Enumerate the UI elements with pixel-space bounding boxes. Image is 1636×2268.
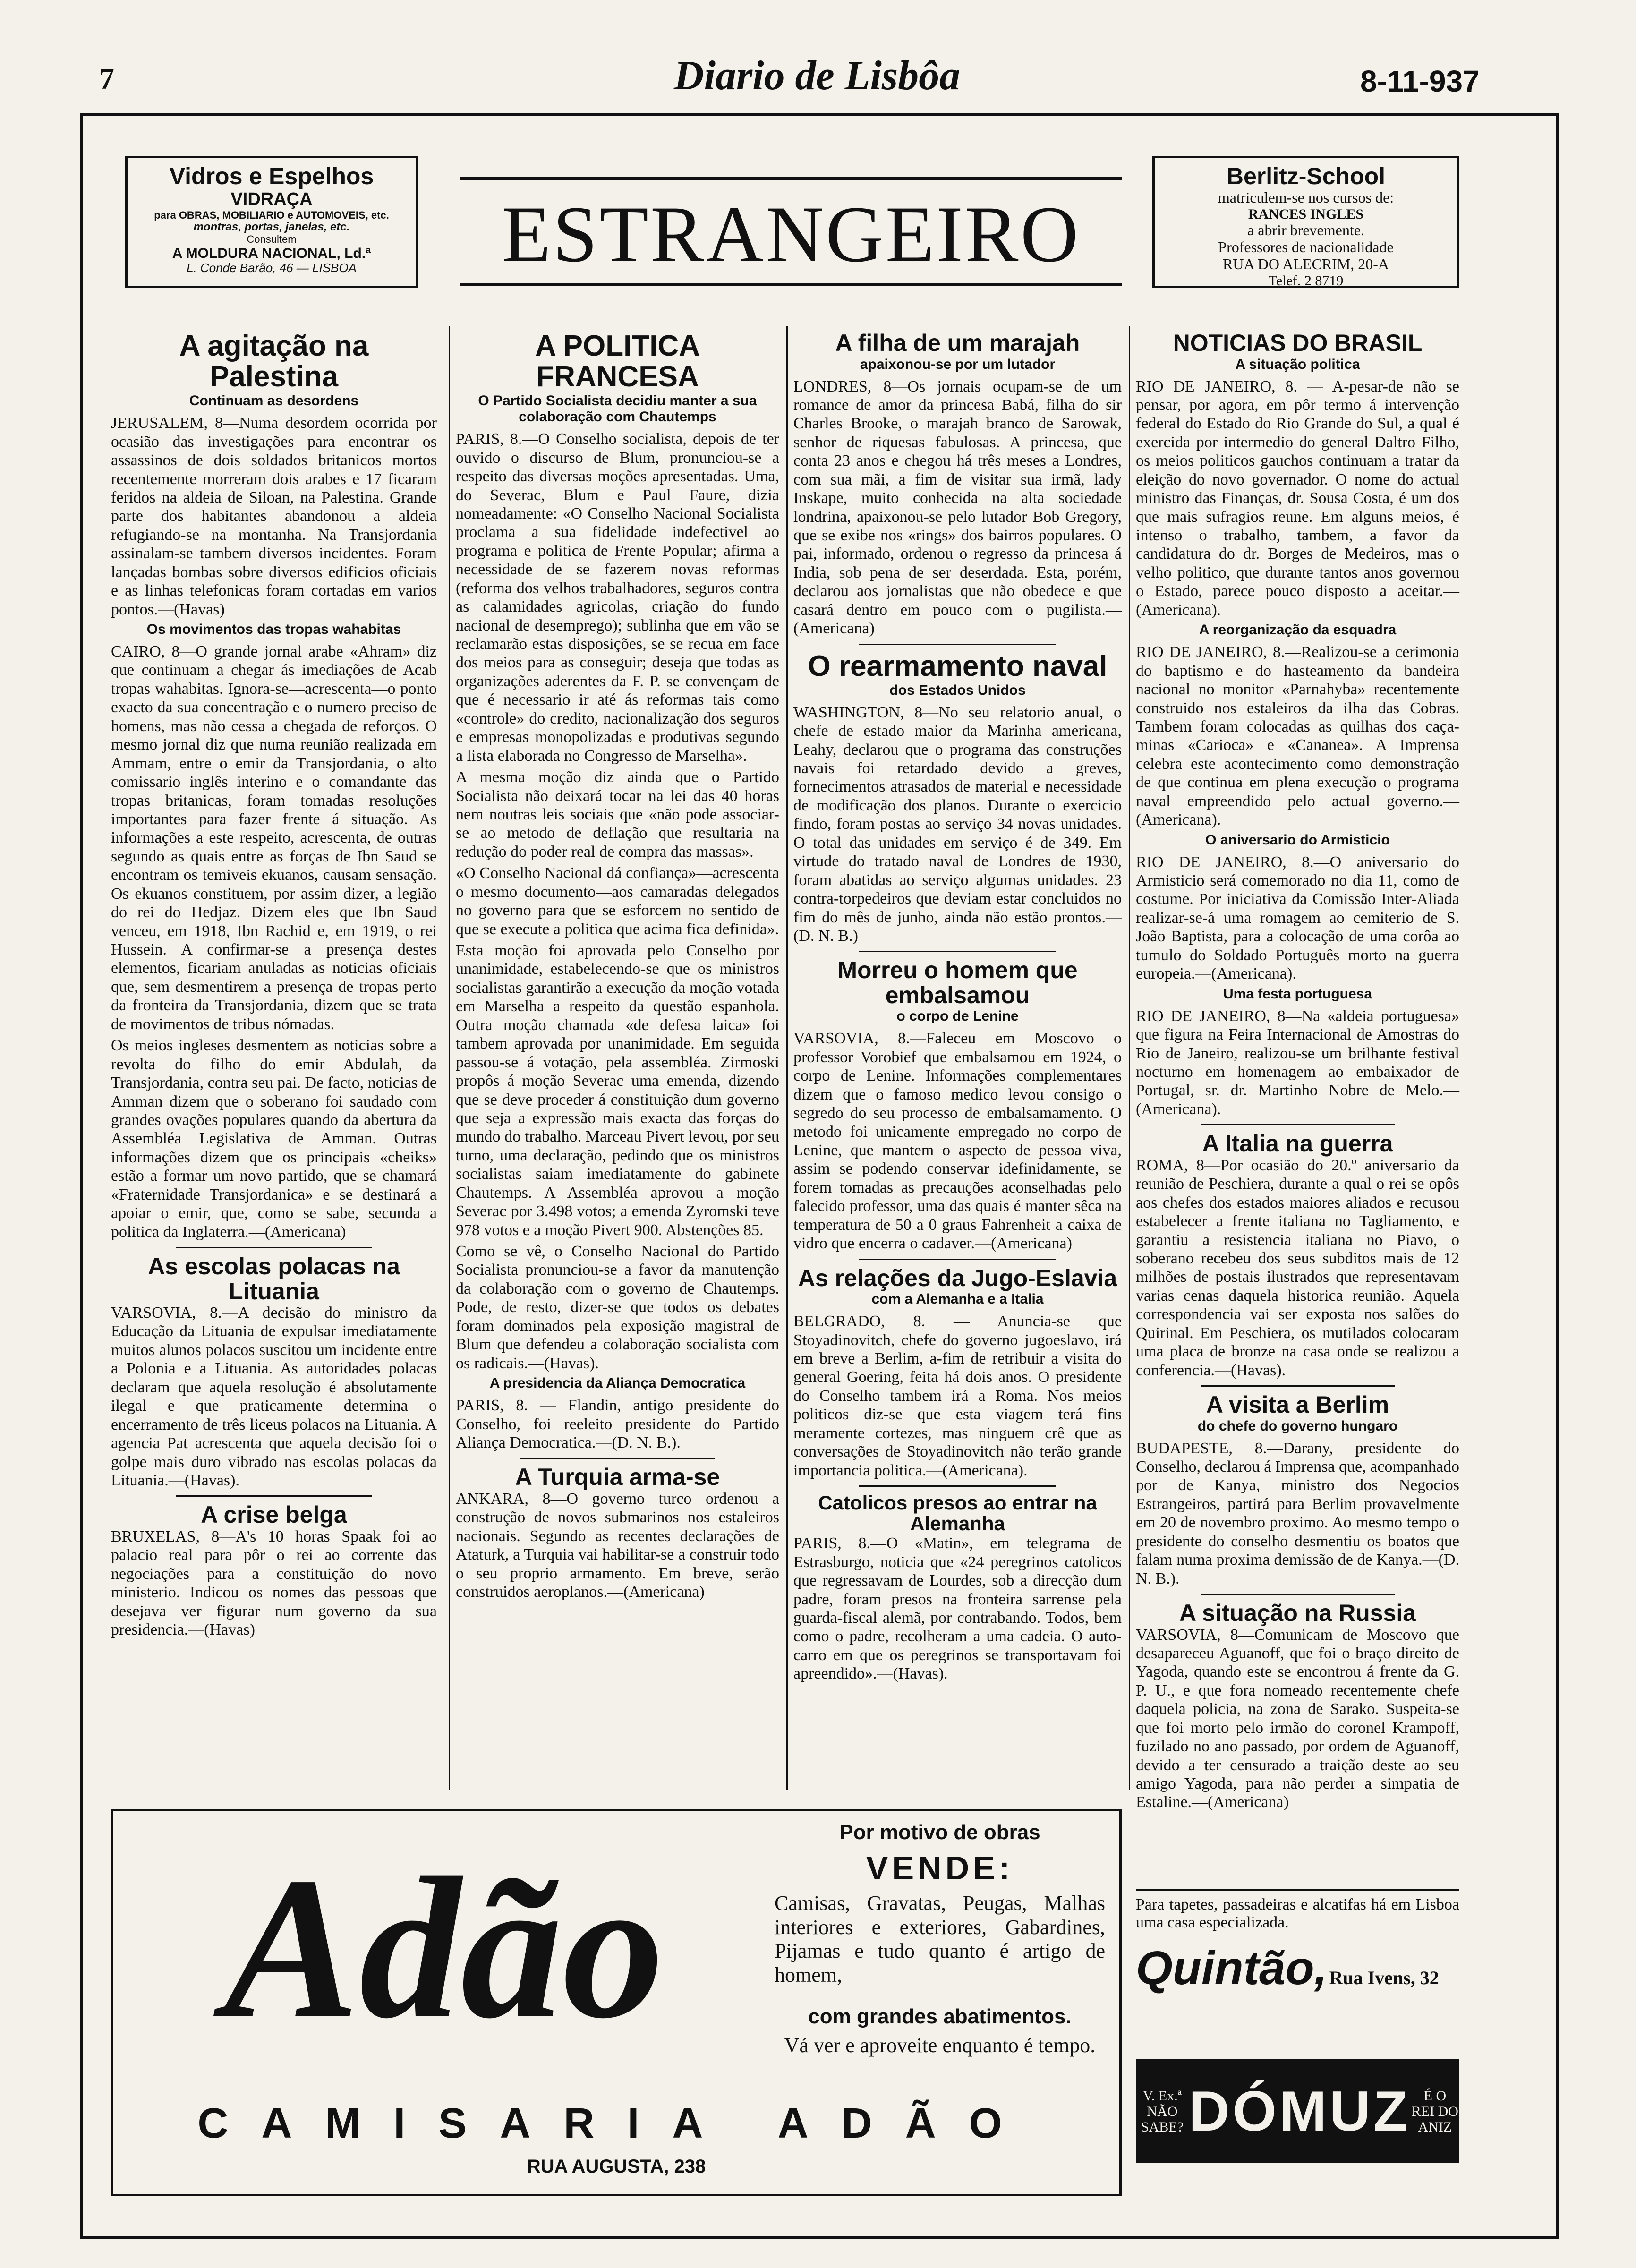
column-rule xyxy=(786,326,788,1790)
separator xyxy=(1201,1594,1395,1595)
ad-domuz-right: É O REI DO ANIZ xyxy=(1411,2088,1458,2135)
column-4 xyxy=(1136,330,1459,1811)
subheadline: dos Estados Unidos xyxy=(889,682,1026,698)
article-text: RIO DE JANEIRO, 8—Na «aldeia portuguesa» que figura na Feira Internacional de Amostras do Rio de Janeiro, realizou-se um brilhante festival nocturno em homenagem ao embaixador de Portugal, sr. dr. Martinho Nobre de Melo.—(Americana). xyxy=(1136,1007,1459,1118)
ad-berlitz-line: matriculem-se nos cursos de: xyxy=(1218,189,1394,206)
article-text: RIO DE JANEIRO, 8.—O aniversario do Armisticio será comemorado no dia 11, como de costume. Por iniciativa da Comissão Inter-Aliada realizar-se-á uma romagem ao cemiterio de S. João Baptista, para a colocação de uma corôa ao tumulo do Soldado Português morto na guerra europeia.—(Americana). xyxy=(1136,853,1459,983)
headline: A visita a Berlim xyxy=(1206,1391,1389,1418)
article-text: ANKARA, 8—O governo turco ordenou a construção de novos submarinos nos estaleiros nacionais. Segundo as recentes declarações de Ataturk, a Turquia vai habilitar-se a construir todo o seu proprio armamento. Em breve, serão construidos aeroplanos.—(Americana) xyxy=(456,1490,779,1601)
article-text: Os meios ingleses desmentem as noticias sobre a revolta do filho do emir Abdulah, da Transjordania, contra seu pai. De facto, noticias de Amman dizem que o soberano foi saudado com grandes ovações populares quando da abertura da Assembléa Legislativa de Amman. Outras informações dizem que os principais «cheiks» estão a formar um novo partido, que se chamará «Fraternidade Transjordanica» e se destinará a apoiar o emir, que, como se sabe, secunda a politica da Inglaterra.—(Americana) xyxy=(111,1037,437,1241)
ad-domuz xyxy=(1136,2059,1459,2163)
newspaper-title: Diario de Lisbôa xyxy=(673,53,961,99)
separator xyxy=(1201,1385,1395,1387)
subheadline: Uma festa portuguesa xyxy=(1223,986,1372,1002)
headline: A POLITICA FRANCESA xyxy=(535,330,700,393)
subheadline: O aniversario do Armisticio xyxy=(1205,832,1390,848)
headline: Catolicos presos ao entrar na Alemanha xyxy=(818,1492,1097,1535)
issue-date: 8-11-937 xyxy=(1360,64,1480,98)
ad-adao-line: Por motivo de obras xyxy=(839,1821,1040,1844)
ad-vidros-line: montras, portas, janelas, etc. xyxy=(193,221,350,234)
subheadline: O Partido Socialista decidiu manter a sua colaboração com Chautemps xyxy=(478,393,757,425)
separator xyxy=(520,1458,715,1459)
headline: A Italia na guerra xyxy=(1202,1130,1393,1157)
ad-vidros-title: Vidros e Espelhos xyxy=(169,163,374,189)
article-text: Como se vê, o Conselho Nacional do Partido Socialista pronunciou-se a favor da manutenção da colaboração com o governo de Chautemps. Pode, de resto, dizer-se que todos os debates foram dominados pela exposição magistral de Blum que defendeu a colaboração socialista com os radicais.—(Havas). xyxy=(456,1243,779,1372)
section-title: ESTRANGEIRO xyxy=(460,177,1122,286)
column-1 xyxy=(111,331,437,1790)
ad-vidros-address: L. Conde Barão, 46 — LISBOA xyxy=(187,261,357,275)
subheadline: A presidencia da Aliança Democratica xyxy=(489,1375,746,1391)
separator xyxy=(1201,1124,1395,1125)
ad-berlitz-line: RUA DO ALECRIM, 20-A xyxy=(1222,256,1389,273)
ad-adao xyxy=(111,1809,1122,2196)
ad-quintao-address: Rua Ivens, 32 xyxy=(1329,1967,1439,1988)
article-text: PARIS, 8. — Flandin, antigo presidente do Conselho, foi reeleito presidente do Partido Aliança Democratica.—(D. N. B.). xyxy=(456,1397,779,1451)
headline: As relações da Jugo-Eslavia xyxy=(798,1264,1117,1291)
ad-adao-line: VENDE: xyxy=(866,1850,1014,1886)
ad-vidros xyxy=(125,156,418,288)
ad-berlitz xyxy=(1152,156,1459,288)
subheadline: do chefe do governo hungaro xyxy=(1197,1418,1398,1434)
article-text: «O Conselho Nacional dá confiança»—acrescenta o mesmo documento—aos camaradas delegados no governo para que se esforcem no sentido de que se execute a politica que acima fica definida». xyxy=(456,864,779,938)
article-text: JERUSALEM, 8—Numa desordem ocorrida por ocasião das investigações para encontrar os assassinos de dois soldados britanicos mortos recentemente morreram dois arabes e 17 ficaram feridos na aldeia de Siloan, na Palestina. Grande parte dos habitantes abandonou a aldeia refugiando-se na montanha. Na Transjordania assinalam-se tambem diversos incidentes. Foram lançadas bombas sobre diversos edificios oficiais e as linhas telefonicas foram cortadas em varios pontos.—(Havas) xyxy=(111,414,437,618)
headline: A filha de um marajah xyxy=(835,330,1080,356)
ad-quintao xyxy=(1136,1889,1459,2050)
page-number: 7 xyxy=(99,62,114,95)
headline: Morreu o homem que embalsamou xyxy=(837,957,1078,1008)
article-text: VARSOVIA, 8—Comunicam de Moscovo que desapareceu Aguanoff, que foi o braço direito de Yagoda, quando este se encontrou á frente da G. P. U., e que fora nomeado recentemente chefe daquela policia, na zona de Sarako. Suspeita-se que foi morto pelo irmão do coronel Krampoff, fuzilado no ano passado, por ordem de Aguanoff, devido a ter censurado a traição deste ao seu amigo Yagoda, para não perder a simpatia de Estaline.—(Americana) xyxy=(1136,1626,1459,1811)
article-text: CAIRO, 8—O grande jornal arabe «Ahram» diz que continuam a chegar ás imediações de Acab tropas wahabitas. Ignora-se—acrescenta—o ponto exacto da sua concentração e o numero preciso de homens, mas não cessa a chegada de reforços. O mesmo jornal diz que numa reunião realizada em Ammam, entre o emir da Transjordania, o alto comissario inglês interino e o comandante das tropas britanicas, foram tomadas resoluções importantes para fazer frente á situação. As informações a este respeito, acrescenta, de outras segundo as quais entre as forças de Ibn Saud se encontram os temiveis ekuanos, causam sensação. Os ekuanos constituem, por assim dizer, a legião do rei do Hedjaz. Dizem eles que Ibn Saud venceu, em 1918, Ibn Rachid e, em 1919, o rei Hussein. A confirmar-se a presença destes elementos, ficariam anuladas as noticias oficiais que, sem desmentirem a presença de tropas perto da fronteira da Transjordania, dizem que se trata de movimentos de tribus nómadas. xyxy=(111,643,437,1033)
ad-berlitz-line: RANCES INGLES xyxy=(1248,206,1364,222)
separator xyxy=(859,1485,1056,1487)
ad-vidros-line: VIDRAÇA xyxy=(230,189,313,209)
ad-vidros-line: para OBRAS, MOBILIARIO e AUTOMOVEIS, etc. xyxy=(154,209,389,221)
column-rule xyxy=(1129,326,1130,1790)
ad-adao-line: com grandes abatimentos. xyxy=(808,2005,1072,2028)
article-text: LONDRES, 8—Os jornais ocupam-se de um romance de amor da princesa Babá, filha do sir Charles Brooke, o marajah branco de Sarowak, senhor de riquesas fabulosas. A princesa, que conta 23 anos e chegou há três meses a Londres, com sua mãi, a fim de visitar sua irmã, lady Inskape, muito conhecida na alta sociedade londrina, apaixonou-se pelo lutador Bob Gregory, que se exibe nos «rings» dos bairros populares. O pai, informado, ordenou o regresso da princesa á India, sob pena de ser deserdada. Esta, porém, declarou aos jornalistas que não obedece e que casará dentro em pouco com o pugilista.—(Americana) xyxy=(793,377,1122,638)
article-text: PARIS, 8.—O «Matin», em telegrama de Estrasburgo, noticia que «24 peregrinos catolicos que regressavam de Lourdes, sob a direcção dum padre, foram presos na fronteira sarrense pela guarda-fiscal alemã, por contrabando. Todos, bem como o padre, recolheram a uma cadeia. O auto-carro em que os peregrinos se transportavam foi apreendido».—(Havas). xyxy=(793,1535,1122,1683)
headline: A agitação na Palestina xyxy=(179,330,369,393)
headline: As escolas polacas na Lituania xyxy=(148,1253,400,1305)
separator xyxy=(859,1259,1056,1260)
headline: A crise belga xyxy=(201,1501,347,1528)
separator xyxy=(859,951,1056,952)
article-text: PARIS, 8.—O Conselho socialista, depois de ter ouvido o discurso de Blum, pronunciou-se a respeito das diversas moções apresentadas. Uma, do Severac, Blum e Paul Faure, dizia nomeadamente: «O Conselho Nacional Socialista proclama a sua fidelidade indefectivel ao programa e politica de Frente Popular; afirma a necessidade de se fazerem novas reformas (reforma dos velhos trabalhadores, seguros contra as calamidades agricolas, criação do fundo nacional de desemprego); sublinha que em vão se reclamarão estas disposições, se se recua em face dos meios para as conseguir; deseja que todas as organizações aderentes da F. P. se convençam de que é necessario ir até ás reformas tais como «controle» do credito, nacionalização dos seguros e empresas monopolizadas e produtivas segundo a lista elaborada no Congresso de Marselha». xyxy=(456,430,779,765)
subheadline: Os movimentos das tropas wahabitas xyxy=(146,622,401,637)
ad-adao-address: RUA AUGUSTA, 238 xyxy=(527,2156,706,2177)
ad-adao-line: Vá ver e aproveite enquanto é tempo. xyxy=(784,2034,1096,2057)
column-rule xyxy=(449,326,450,1790)
ad-quintao-name: Quintão, xyxy=(1136,1942,1328,1995)
separator xyxy=(859,644,1056,645)
article-text: VARSOVIA, 8.—Faleceu em Moscovo o professor Vorobief que embalsamou em 1924, o corpo de Lenine. Informações complementares dizem que o famoso medico levou consigo o segredo do seu processo de embalsamamento. O metodo foi unicamente empregado no corpo de Lenine, que mantem o aspecto de pessoa viva, assim se podendo conservar idefinidamente, se forem tomadas as precauções aconselhadas pelo falecido professor, uma das quais é manter sêca na temperatura de 50 a 0 graus Fahrenheit a caixa de vidro que encerra o cadaver.—(Americana) xyxy=(793,1030,1122,1253)
ad-domuz-left: V. Ex.ª NÃO SABE? xyxy=(1141,2088,1184,2135)
article-text: ROMA, 8—Por ocasião do 20.º aniversario da reunião de Peschiera, durante a qual o rei se opôs aos chefes dos estados maiores aliados e recusou estabelecer a frente italiana no Tagliamento, e garantiu a resistencia italiana no Piavo, o soberano recebeu dos seus subditos mais de 12 milhões de postais ilustrados que representavam varias cenas daquela historica reunião. Aquela correspondencia vai ser exposta nos salões do Quirinal. Em Peschiera, os mutilados colocaram uma placa de bronze na casa onde se realizou a conferencia.—(Havas). xyxy=(1136,1156,1459,1379)
subheadline: apaixonou-se por um lutador xyxy=(860,356,1056,372)
article-text: BRUXELAS, 8—A's 10 horas Spaak foi ao palacio real para pôr o rei ao corrente das negociações para a constituição do novo ministerio. Indicou os nomes das pessoas que desejava ver figurar num governo da sua presidencia.—(Havas) xyxy=(111,1527,437,1639)
article-text: VARSOVIA, 8.—A decisão do ministro da Educação da Lituania de expulsar imediatamente muitos alunos polacos suscitou um incidente entre a Polonia e a Lituania. As autoridades polacas declaram que aquela resolução é absolutamente ilegal e que praticamente determina o encerramento de três liceus polacos na Lituania. A agencia Pat acrescenta que aquela decisão foi o golpe mais duro vibrado nas escolas polacas da Lituania.—(Havas). xyxy=(111,1304,437,1489)
article-text: RIO DE JANEIRO, 8.—Realizou-se a cerimonia do baptismo e do hasteamento da bandeira nacional no monitor «Parnahyba» recentemente construido nos estaleiros da ilha das Cobras. Tambem foram colocadas as quilhas dos caça-minas «Carioca» e «Cananea». A Imprensa celebra este acontecimento como demonstração de que continua em plena execução o programa naval empreendido pelo actual governo.—(Americana). xyxy=(1136,643,1459,829)
article-text: RIO DE JANEIRO, 8. — A-pesar-de não se pensar, por agora, em pôr termo á intervenção federal do Estado do Rio Grande do Sul, a qual é exercida por intermedio do general Daltro Filho, os meios politicos gauchos continuam a tratar da eleição do novo governador. O nome do actual ministro das Finanças, dr. Sousa Costa, é um dos que mais sufragios reune. Em alguns meios, é intenso o trabalho, tambem, a favor da candidatura do dr. Borges de Medeiros, mas o velho politico, que durante tantos anos governou o Estado, parece pouco disposto a aceitar.—(Americana). xyxy=(1136,377,1459,619)
article-text: BUDAPESTE, 8.—Darany, presidente do Conselho, declarou á Imprensa que, acompanhado por de Kanya, ministro dos Negocios Estrangeiros, partirá para Berlim provavelmente em 20 de novembro proximo. Ao mesmo tempo o presidente do conselho desmentiu os boatos que falam numa proxima demissão de de Kanya.—(D. N. B.). xyxy=(1136,1439,1459,1587)
subheadline: A reorganização da esquadra xyxy=(1199,622,1397,638)
ad-berlitz-phone: Telef. 2 8719 xyxy=(1268,273,1344,289)
subheadline: o corpo de Lenine xyxy=(896,1008,1019,1024)
ad-adao-name: CAMISARIA ADÃO xyxy=(197,2100,1035,2147)
headline: NOTICIAS DO BRASIL xyxy=(1173,330,1423,356)
subheadline: Continuam as desordens xyxy=(189,393,359,409)
article-text: A mesma moção diz ainda que o Partido Socialista não deixará tocar na lei das 40 horas nem noutras leis sociais que «não pode associar-se ao metodo de deflação que resultaria na redução do poder real de compra das massas». xyxy=(456,768,779,861)
ad-vidros-line: A MOLDURA NACIONAL, Ld.ª xyxy=(172,245,371,261)
article-text: Esta moção foi aprovada pelo Conselho por unanimidade, estabelecendo-se que os ministros socialistas garantirão a execução da moção votada em Marselha a respeito da questão espanhola. Outra moção chamada «de defesa laica» foi tambem aprovada por unanimidade. Em seguida passou-se á votação, pela assembléa. Zirmoski propôs á moção Severac uma emenda, dizendo que se deve proceder á constituição dum governo que seja a expressão mais exacta das forças do mundo do trabalho. Marceau Pivert levou, por seu turno, uma declaração, pedindo que os ministros socialistas saiam imediatamente do gabinete Chautemps. A Assembléa aprovou a moção Severac por 3.498 votos; a emenda Zyromski teve 978 votos e a moção Pivert 900. Abstenções 85. xyxy=(456,942,779,1239)
article-text: WASHINGTON, 8—No seu relatorio anual, o chefe de estado maior da Marinha americana, Leahy, declarou que o programa das construções navais foi retardado devido a greves, fornecimentos atrasados de material e necessidade de modificação dos planos. Durante o exercicio findo, foram postas ao serviço 34 novas unidades. O total das unidades em serviço é de 349. Em virtude do tratado naval de Londres de 1930, foram abatidas ao serviço algumas unidades. 23 contra-torpedeiros que deviam estar concluidos no fim do mês de junho, ainda não estão prontos.—(D. N. B.) xyxy=(793,703,1122,945)
ad-adao-logo: Adão xyxy=(224,1836,664,2061)
headline: O rearmamento naval xyxy=(808,649,1108,682)
ad-berlitz-title: Berlitz-School xyxy=(1226,163,1386,189)
article-text: BELGRADO, 8. — Anuncia-se que Stoyadinovitch, chefe do governo jugoeslavo, irá em breve a Berlim, a-fim de retribuir a visita do general Goering, feita há dois anos. O presidente do Conselho tambem irá a Roma. Nos meios politicos diz-se que esta viagem terá fins meramente cortezes, mas ninguem crê que as conversações de Stoyadinovitch não terão grande importancia politica.—(Americana). xyxy=(793,1313,1122,1479)
ad-adao-line: Camisas, Gravatas, Peugas, Malhas interiores e exteriores, Gabardines, Pijamas e tudo quanto é artigo de homem, xyxy=(775,1892,1105,1987)
ad-quintao-text: Para tapetes, passadeiras e alcatifas há em Lisboa uma casa especializada. xyxy=(1136,1896,1459,1931)
ad-vidros-line: Consultem xyxy=(247,233,297,246)
column-3 xyxy=(793,331,1122,1790)
subheadline: A situação politica xyxy=(1235,356,1360,372)
separator xyxy=(176,1247,372,1248)
separator xyxy=(176,1495,372,1497)
ad-domuz-name: DÓMUZ xyxy=(1188,2080,1411,2143)
headline: A situação na Russia xyxy=(1179,1600,1416,1626)
ad-berlitz-line: Professores de nacionalidade xyxy=(1218,239,1394,256)
ad-berlitz-line: a abrir brevemente. xyxy=(1247,222,1364,239)
column-2 xyxy=(456,331,779,1790)
headline: A Turquia arma-se xyxy=(515,1464,720,1491)
subheadline: com a Alemanha e a Italia xyxy=(871,1291,1044,1307)
